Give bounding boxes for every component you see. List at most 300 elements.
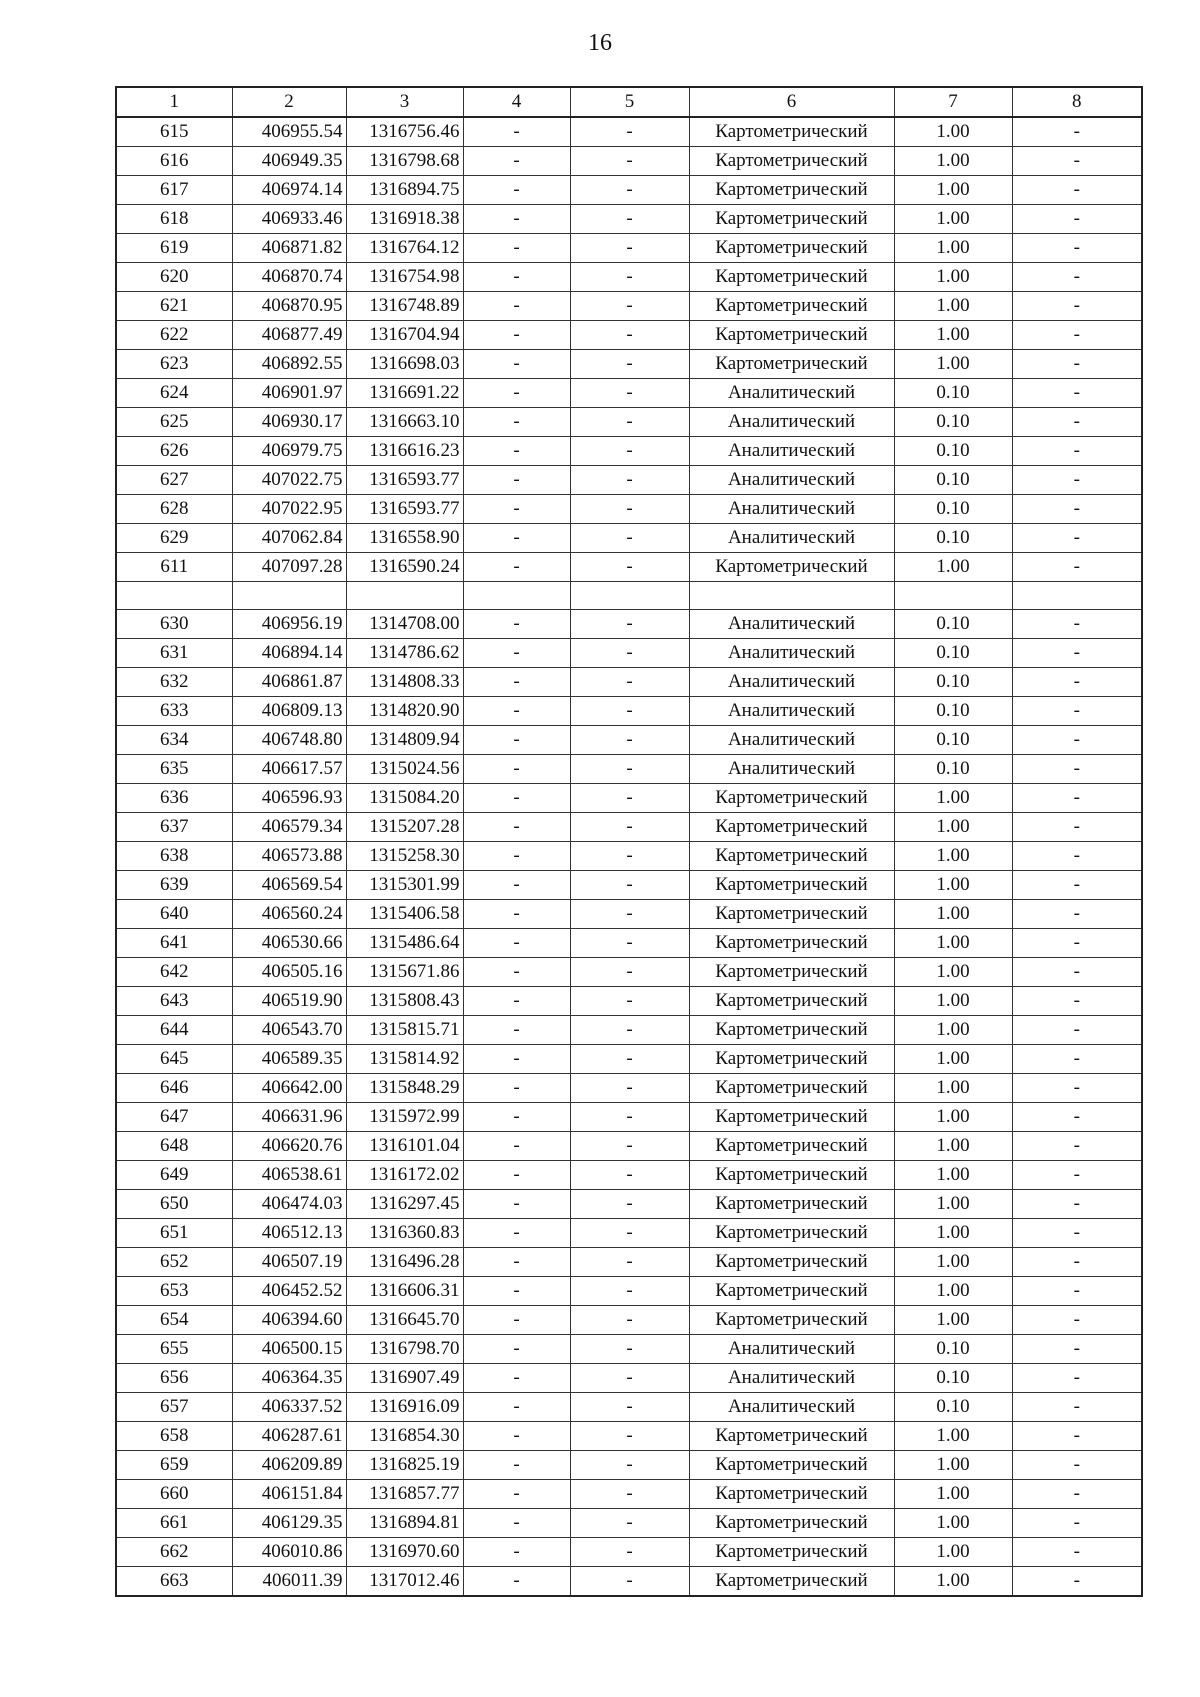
column-4-cell: -	[463, 1219, 570, 1248]
y-coordinate-cell: 1316360.83	[346, 1219, 463, 1248]
y-coordinate-cell: 1315486.64	[346, 929, 463, 958]
table-row	[116, 524, 1142, 553]
table-row	[116, 900, 1142, 929]
accuracy-cell: 0.10	[894, 495, 1012, 524]
column-5-cell: -	[570, 842, 689, 871]
column-5-cell: -	[570, 147, 689, 176]
x-coordinate-cell: 406452.52	[232, 1277, 346, 1306]
column-5-cell: -	[570, 697, 689, 726]
column-8-cell: -	[1012, 1509, 1142, 1538]
column-5-cell: -	[570, 350, 689, 379]
y-coordinate-cell: 1316918.38	[346, 205, 463, 234]
accuracy-cell: 1.00	[894, 553, 1012, 582]
y-coordinate-cell: 1314820.90	[346, 697, 463, 726]
method-cell: Картометрический	[689, 1306, 894, 1335]
column-8-cell: -	[1012, 437, 1142, 466]
table-row	[116, 929, 1142, 958]
method-cell: Аналитический	[689, 639, 894, 668]
x-coordinate-cell: 406748.80	[232, 726, 346, 755]
y-coordinate-cell: 1316916.09	[346, 1393, 463, 1422]
column-header: 6	[689, 87, 894, 117]
y-coordinate-cell: 1316754.98	[346, 263, 463, 292]
point-number-cell	[116, 582, 232, 610]
accuracy-cell: 1.00	[894, 958, 1012, 987]
y-coordinate-cell: 1315814.92	[346, 1045, 463, 1074]
y-coordinate-cell: 1315972.99	[346, 1103, 463, 1132]
x-coordinate-cell: 406569.54	[232, 871, 346, 900]
y-coordinate-cell: 1316606.31	[346, 1277, 463, 1306]
accuracy-cell: 1.00	[894, 1016, 1012, 1045]
table-row	[116, 379, 1142, 408]
column-5-cell: -	[570, 466, 689, 495]
column-5-cell: -	[570, 1219, 689, 1248]
table-row	[116, 321, 1142, 350]
table-body	[116, 117, 1142, 1596]
column-4-cell: -	[463, 466, 570, 495]
point-number-cell: 631	[116, 639, 232, 668]
accuracy-cell	[894, 582, 1012, 610]
table-row	[116, 668, 1142, 697]
point-number-cell: 634	[116, 726, 232, 755]
column-8-cell: -	[1012, 408, 1142, 437]
accuracy-cell: 1.00	[894, 813, 1012, 842]
column-5-cell: -	[570, 726, 689, 755]
y-coordinate-cell: 1316854.30	[346, 1422, 463, 1451]
x-coordinate-cell: 406974.14	[232, 176, 346, 205]
accuracy-cell: 1.00	[894, 292, 1012, 321]
column-5-cell: -	[570, 668, 689, 697]
method-cell	[689, 582, 894, 610]
x-coordinate-cell: 406871.82	[232, 234, 346, 263]
point-number-cell: 656	[116, 1364, 232, 1393]
point-number-cell: 611	[116, 553, 232, 582]
column-5-cell: -	[570, 929, 689, 958]
table-row	[116, 495, 1142, 524]
method-cell: Картометрический	[689, 1219, 894, 1248]
y-coordinate-cell: 1315258.30	[346, 842, 463, 871]
column-5-cell: -	[570, 437, 689, 466]
column-8-cell: -	[1012, 524, 1142, 553]
column-4-cell: -	[463, 524, 570, 553]
table-row	[116, 842, 1142, 871]
point-number-cell: 657	[116, 1393, 232, 1422]
column-5-cell: -	[570, 1451, 689, 1480]
method-cell: Картометрический	[689, 900, 894, 929]
point-number-cell: 654	[116, 1306, 232, 1335]
y-coordinate-cell: 1316748.89	[346, 292, 463, 321]
point-number-cell: 639	[116, 871, 232, 900]
column-8-cell: -	[1012, 234, 1142, 263]
column-4-cell: -	[463, 553, 570, 582]
column-header: 3	[346, 87, 463, 117]
table-row	[116, 117, 1142, 147]
point-number-cell: 640	[116, 900, 232, 929]
accuracy-cell: 1.00	[894, 1480, 1012, 1509]
method-cell: Картометрический	[689, 1132, 894, 1161]
method-cell: Аналитический	[689, 697, 894, 726]
column-5-cell: -	[570, 1480, 689, 1509]
method-cell: Картометрический	[689, 205, 894, 234]
column-4-cell: -	[463, 379, 570, 408]
column-8-cell: -	[1012, 726, 1142, 755]
column-4-cell: -	[463, 958, 570, 987]
method-cell: Аналитический	[689, 437, 894, 466]
column-4-cell: -	[463, 1422, 570, 1451]
y-coordinate-cell: 1316593.77	[346, 495, 463, 524]
x-coordinate-cell: 406870.74	[232, 263, 346, 292]
table-header-row	[116, 87, 1142, 117]
table-row	[116, 466, 1142, 495]
y-coordinate-cell: 1316593.77	[346, 466, 463, 495]
column-8-cell: -	[1012, 697, 1142, 726]
column-4-cell: -	[463, 1509, 570, 1538]
column-5-cell: -	[570, 117, 689, 147]
x-coordinate-cell: 406809.13	[232, 697, 346, 726]
x-coordinate-cell: 406530.66	[232, 929, 346, 958]
table-row	[116, 1480, 1142, 1509]
column-8-cell: -	[1012, 813, 1142, 842]
method-cell: Картометрический	[689, 292, 894, 321]
x-coordinate-cell: 406010.86	[232, 1538, 346, 1567]
column-4-cell: -	[463, 784, 570, 813]
x-coordinate-cell: 406930.17	[232, 408, 346, 437]
column-5-cell: -	[570, 1277, 689, 1306]
method-cell: Картометрический	[689, 784, 894, 813]
table-row	[116, 1306, 1142, 1335]
table-row	[116, 350, 1142, 379]
column-8-cell: -	[1012, 1103, 1142, 1132]
point-number-cell: 616	[116, 147, 232, 176]
method-cell: Картометрический	[689, 1451, 894, 1480]
accuracy-cell: 0.10	[894, 639, 1012, 668]
point-number-cell: 625	[116, 408, 232, 437]
column-5-cell: -	[570, 553, 689, 582]
accuracy-cell: 1.00	[894, 1567, 1012, 1597]
accuracy-cell: 0.10	[894, 466, 1012, 495]
column-4-cell: -	[463, 1451, 570, 1480]
column-4-cell: -	[463, 1393, 570, 1422]
accuracy-cell: 1.00	[894, 1277, 1012, 1306]
column-4-cell: -	[463, 1103, 570, 1132]
point-number-cell: 642	[116, 958, 232, 987]
point-number-cell: 636	[116, 784, 232, 813]
column-8-cell: -	[1012, 1480, 1142, 1509]
point-number-cell: 650	[116, 1190, 232, 1219]
x-coordinate-cell: 406956.19	[232, 610, 346, 639]
y-coordinate-cell: 1316698.03	[346, 350, 463, 379]
method-cell: Картометрический	[689, 1422, 894, 1451]
column-4-cell: -	[463, 495, 570, 524]
y-coordinate-cell: 1316857.77	[346, 1480, 463, 1509]
table-row	[116, 1074, 1142, 1103]
accuracy-cell: 1.00	[894, 900, 1012, 929]
column-4-cell: -	[463, 437, 570, 466]
point-number-cell: 661	[116, 1509, 232, 1538]
y-coordinate-cell: 1315406.58	[346, 900, 463, 929]
column-header: 8	[1012, 87, 1142, 117]
column-5-cell: -	[570, 813, 689, 842]
method-cell: Аналитический	[689, 524, 894, 553]
y-coordinate-cell: 1316691.22	[346, 379, 463, 408]
accuracy-cell: 0.10	[894, 524, 1012, 553]
y-coordinate-cell: 1316704.94	[346, 321, 463, 350]
method-cell: Картометрический	[689, 176, 894, 205]
method-cell: Картометрический	[689, 1538, 894, 1567]
table-row	[116, 1132, 1142, 1161]
method-cell: Картометрический	[689, 117, 894, 147]
column-5-cell: -	[570, 900, 689, 929]
column-5-cell: -	[570, 871, 689, 900]
column-header: 1	[116, 87, 232, 117]
accuracy-cell: 1.00	[894, 321, 1012, 350]
accuracy-cell: 1.00	[894, 234, 1012, 263]
y-coordinate-cell: 1316970.60	[346, 1538, 463, 1567]
table-row	[116, 292, 1142, 321]
column-4-cell: -	[463, 871, 570, 900]
table-row	[116, 1538, 1142, 1567]
column-8-cell: -	[1012, 1132, 1142, 1161]
column-4-cell: -	[463, 987, 570, 1016]
column-8-cell	[1012, 582, 1142, 610]
column-4-cell: -	[463, 1335, 570, 1364]
y-coordinate-cell: 1316764.12	[346, 234, 463, 263]
method-cell: Картометрический	[689, 929, 894, 958]
table-row	[116, 582, 1142, 610]
point-number-cell: 633	[116, 697, 232, 726]
accuracy-cell: 0.10	[894, 1393, 1012, 1422]
column-8-cell: -	[1012, 1422, 1142, 1451]
column-8-cell: -	[1012, 1045, 1142, 1074]
point-number-cell: 648	[116, 1132, 232, 1161]
y-coordinate-cell: 1316590.24	[346, 553, 463, 582]
x-coordinate-cell: 406861.87	[232, 668, 346, 697]
column-8-cell: -	[1012, 900, 1142, 929]
y-coordinate-cell: 1315301.99	[346, 871, 463, 900]
accuracy-cell: 0.10	[894, 408, 1012, 437]
column-5-cell: -	[570, 639, 689, 668]
y-coordinate-cell: 1316172.02	[346, 1161, 463, 1190]
y-coordinate-cell: 1316894.81	[346, 1509, 463, 1538]
y-coordinate-cell: 1314786.62	[346, 639, 463, 668]
y-coordinate-cell: 1316825.19	[346, 1451, 463, 1480]
point-number-cell: 620	[116, 263, 232, 292]
point-number-cell: 652	[116, 1248, 232, 1277]
table-row	[116, 871, 1142, 900]
column-8-cell: -	[1012, 784, 1142, 813]
method-cell: Картометрический	[689, 958, 894, 987]
column-5-cell: -	[570, 408, 689, 437]
column-4-cell: -	[463, 668, 570, 697]
table-row	[116, 1277, 1142, 1306]
accuracy-cell: 0.10	[894, 379, 1012, 408]
point-number-cell: 662	[116, 1538, 232, 1567]
method-cell: Аналитический	[689, 726, 894, 755]
column-8-cell: -	[1012, 1567, 1142, 1597]
column-8-cell: -	[1012, 871, 1142, 900]
method-cell: Картометрический	[689, 1567, 894, 1597]
table-row	[116, 1219, 1142, 1248]
column-4-cell: -	[463, 1045, 570, 1074]
column-4-cell: -	[463, 321, 570, 350]
column-5-cell: -	[570, 263, 689, 292]
accuracy-cell: 0.10	[894, 437, 1012, 466]
column-5-cell: -	[570, 610, 689, 639]
x-coordinate-cell: 406151.84	[232, 1480, 346, 1509]
table-row	[116, 726, 1142, 755]
column-8-cell: -	[1012, 350, 1142, 379]
column-5-cell: -	[570, 524, 689, 553]
point-number-cell: 645	[116, 1045, 232, 1074]
accuracy-cell: 1.00	[894, 871, 1012, 900]
y-coordinate-cell: 1316101.04	[346, 1132, 463, 1161]
column-5-cell: -	[570, 1248, 689, 1277]
method-cell: Картометрический	[689, 553, 894, 582]
method-cell: Картометрический	[689, 987, 894, 1016]
table-row	[116, 1422, 1142, 1451]
accuracy-cell: 1.00	[894, 1161, 1012, 1190]
table-row	[116, 408, 1142, 437]
point-number-cell: 618	[116, 205, 232, 234]
column-4-cell: -	[463, 1277, 570, 1306]
accuracy-cell: 0.10	[894, 668, 1012, 697]
column-8-cell: -	[1012, 176, 1142, 205]
column-5-cell: -	[570, 1567, 689, 1597]
method-cell: Картометрический	[689, 321, 894, 350]
x-coordinate-cell: 406129.35	[232, 1509, 346, 1538]
table-row	[116, 1103, 1142, 1132]
table-row	[116, 784, 1142, 813]
y-coordinate-cell: 1316798.68	[346, 147, 463, 176]
column-8-cell: -	[1012, 263, 1142, 292]
point-number-cell: 660	[116, 1480, 232, 1509]
column-5-cell: -	[570, 1364, 689, 1393]
column-5-cell: -	[570, 784, 689, 813]
table-row	[116, 205, 1142, 234]
column-8-cell: -	[1012, 1248, 1142, 1277]
column-8-cell: -	[1012, 1016, 1142, 1045]
accuracy-cell: 1.00	[894, 205, 1012, 234]
column-4-cell: -	[463, 117, 570, 147]
column-4-cell: -	[463, 408, 570, 437]
column-8-cell: -	[1012, 379, 1142, 408]
x-coordinate-cell: 406474.03	[232, 1190, 346, 1219]
point-number-cell: 624	[116, 379, 232, 408]
y-coordinate-cell: 1316907.49	[346, 1364, 463, 1393]
point-number-cell: 655	[116, 1335, 232, 1364]
column-5-cell: -	[570, 205, 689, 234]
x-coordinate-cell: 406337.52	[232, 1393, 346, 1422]
column-4-cell: -	[463, 813, 570, 842]
accuracy-cell: 0.10	[894, 1335, 1012, 1364]
accuracy-cell: 1.00	[894, 1538, 1012, 1567]
y-coordinate-cell: 1316297.45	[346, 1190, 463, 1219]
y-coordinate-cell: 1316756.46	[346, 117, 463, 147]
coordinates-table	[115, 86, 1143, 1597]
column-8-cell: -	[1012, 1161, 1142, 1190]
column-4-cell: -	[463, 292, 570, 321]
accuracy-cell: 1.00	[894, 1132, 1012, 1161]
x-coordinate-cell: 406870.95	[232, 292, 346, 321]
accuracy-cell: 1.00	[894, 1451, 1012, 1480]
accuracy-cell: 0.10	[894, 610, 1012, 639]
point-number-cell: 643	[116, 987, 232, 1016]
column-8-cell: -	[1012, 842, 1142, 871]
column-header: 5	[570, 87, 689, 117]
column-5-cell: -	[570, 1045, 689, 1074]
x-coordinate-cell: 406892.55	[232, 350, 346, 379]
column-5-cell: -	[570, 1161, 689, 1190]
y-coordinate-cell	[346, 582, 463, 610]
column-header: 4	[463, 87, 570, 117]
column-4-cell: -	[463, 842, 570, 871]
x-coordinate-cell: 406933.46	[232, 205, 346, 234]
column-4-cell: -	[463, 1132, 570, 1161]
column-header: 7	[894, 87, 1012, 117]
column-5-cell: -	[570, 1509, 689, 1538]
point-number-cell: 619	[116, 234, 232, 263]
accuracy-cell: 1.00	[894, 784, 1012, 813]
y-coordinate-cell: 1316645.70	[346, 1306, 463, 1335]
x-coordinate-cell: 406901.97	[232, 379, 346, 408]
column-4-cell: -	[463, 755, 570, 784]
x-coordinate-cell: 406543.70	[232, 1016, 346, 1045]
accuracy-cell: 1.00	[894, 1103, 1012, 1132]
method-cell: Картометрический	[689, 147, 894, 176]
y-coordinate-cell: 1315815.71	[346, 1016, 463, 1045]
column-5-cell: -	[570, 1538, 689, 1567]
point-number-cell: 637	[116, 813, 232, 842]
accuracy-cell: 1.00	[894, 263, 1012, 292]
x-coordinate-cell: 406589.35	[232, 1045, 346, 1074]
point-number-cell: 651	[116, 1219, 232, 1248]
point-number-cell: 627	[116, 466, 232, 495]
table-row	[116, 813, 1142, 842]
method-cell: Картометрический	[689, 1045, 894, 1074]
x-coordinate-cell: 406955.54	[232, 117, 346, 147]
point-number-cell: 638	[116, 842, 232, 871]
x-coordinate-cell: 406209.89	[232, 1451, 346, 1480]
column-8-cell: -	[1012, 1277, 1142, 1306]
column-8-cell: -	[1012, 205, 1142, 234]
table-row	[116, 553, 1142, 582]
point-number-cell: 626	[116, 437, 232, 466]
method-cell: Картометрический	[689, 842, 894, 871]
column-4-cell: -	[463, 900, 570, 929]
table-row	[116, 176, 1142, 205]
method-cell: Аналитический	[689, 610, 894, 639]
table-row	[116, 234, 1142, 263]
table-row	[116, 263, 1142, 292]
table-row	[116, 1190, 1142, 1219]
x-coordinate-cell: 406620.76	[232, 1132, 346, 1161]
column-4-cell: -	[463, 610, 570, 639]
column-4-cell: -	[463, 234, 570, 263]
column-4-cell: -	[463, 1016, 570, 1045]
column-8-cell: -	[1012, 1074, 1142, 1103]
point-number-cell: 617	[116, 176, 232, 205]
column-5-cell: -	[570, 987, 689, 1016]
point-number-cell: 646	[116, 1074, 232, 1103]
y-coordinate-cell: 1315207.28	[346, 813, 463, 842]
column-5-cell: -	[570, 321, 689, 350]
accuracy-cell: 1.00	[894, 350, 1012, 379]
accuracy-cell: 1.00	[894, 1248, 1012, 1277]
method-cell: Аналитический	[689, 379, 894, 408]
column-5-cell: -	[570, 1016, 689, 1045]
x-coordinate-cell: 406949.35	[232, 147, 346, 176]
method-cell: Картометрический	[689, 1103, 894, 1132]
accuracy-cell: 1.00	[894, 117, 1012, 147]
